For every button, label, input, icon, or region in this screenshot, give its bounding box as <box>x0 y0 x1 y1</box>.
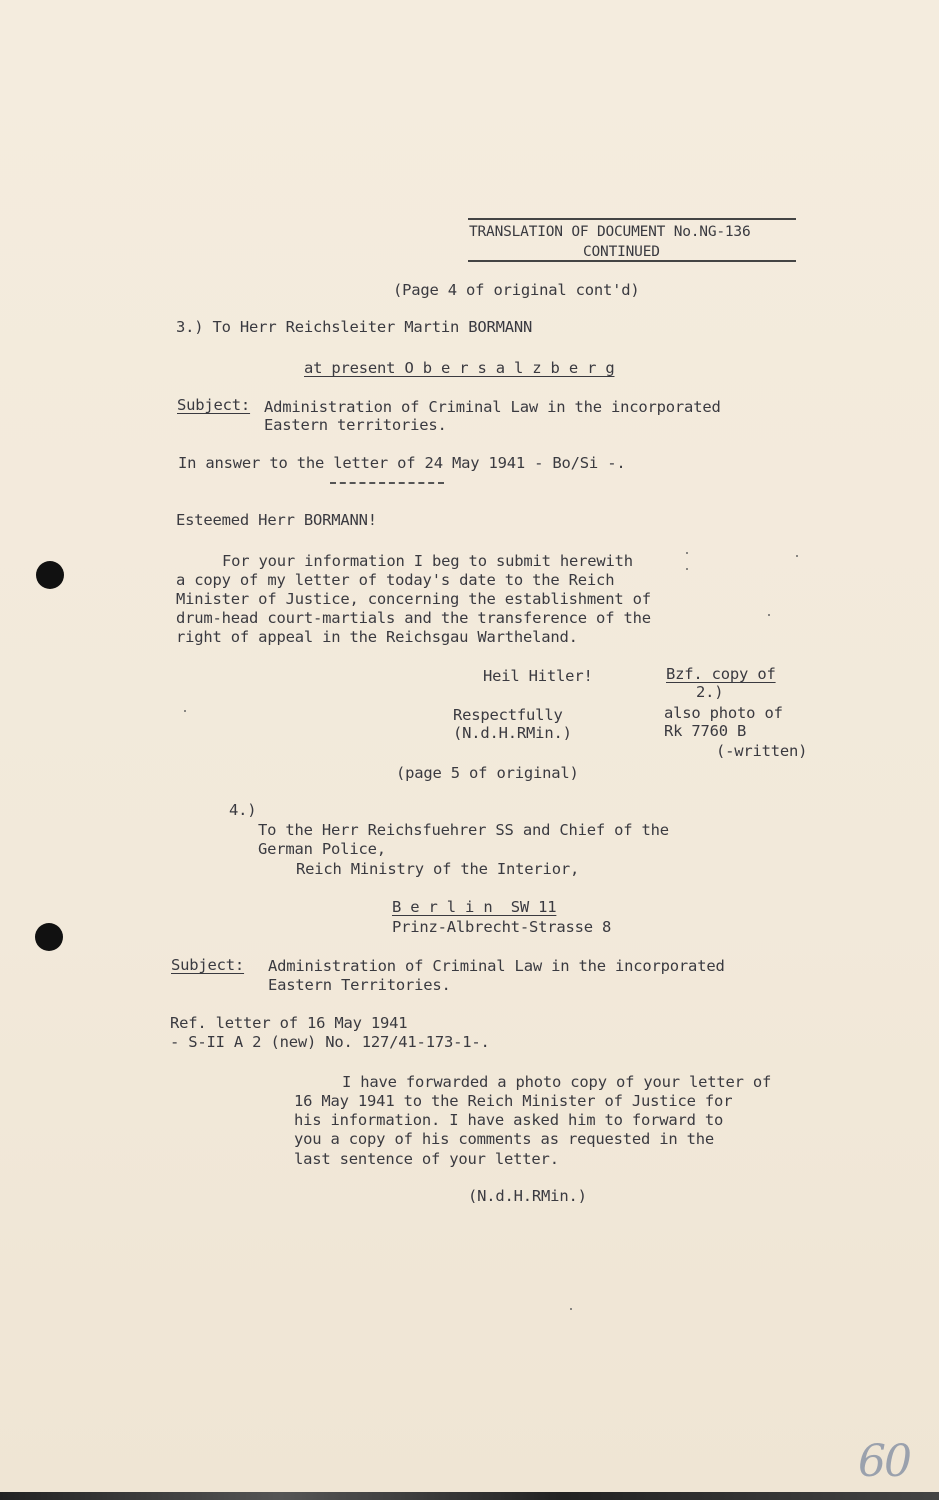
letter-3-subject-label: Subject: <box>177 396 251 414</box>
speck <box>686 552 688 554</box>
letter-4-signature: (N.d.H.RMin.) <box>468 1187 587 1205</box>
letter-4-body-line: his information. I have asked him to forward to <box>294 1111 724 1129</box>
letter-4-recipient-line-3: Reich Ministry of the Interior, <box>296 860 580 878</box>
letter-4-city: B e r l i n SW 11 <box>392 898 557 916</box>
header-bottom-rule <box>468 260 796 262</box>
letter-4-reference-line-1: Ref. letter of 16 May 1941 <box>170 1014 408 1032</box>
margin-note-line: (-written) <box>716 742 808 760</box>
letter-4-subject-line-2: Eastern Territories. <box>268 976 451 994</box>
letter-4-body-line: you a copy of his comments as requested in the <box>294 1130 715 1148</box>
page-5-note: (page 5 of original) <box>396 764 579 782</box>
handwritten-page-number: 60 <box>858 1436 910 1487</box>
margin-note-line: Rk 7760 B <box>664 722 747 740</box>
letter-4-body-line: I have forwarded a photo copy of your letter of <box>342 1073 772 1091</box>
margin-note-line: also photo of <box>664 704 783 722</box>
letter-4-body-line: last sentence of your letter. <box>294 1150 559 1168</box>
speck <box>686 568 688 570</box>
letter-4-recipient-line-1: To the Herr Reichsfuehrer SS and Chief of the <box>258 821 669 839</box>
letter-3-signature: (N.d.H.RMin.) <box>453 724 572 742</box>
letter-4-reference-line-2: - S-II A 2 (new) No. 127/41-173-1-. <box>170 1033 490 1051</box>
letter-4-subject-label: Subject: <box>171 956 245 974</box>
margin-note-line: Bzf. copy of <box>666 665 776 683</box>
header-top-rule <box>468 218 796 220</box>
margin-note-line: 2.) <box>696 683 724 701</box>
letter-3-answer-line: In answer to the letter of 24 May 1941 - Bo/Si -. <box>178 454 626 472</box>
letter-4-street: Prinz-Albrecht-Strasse 8 <box>392 918 612 936</box>
speck <box>570 1308 572 1310</box>
scan-bottom-edge <box>0 1492 939 1500</box>
letter-4-body-line: 16 May 1941 to the Reich Minister of Justice for <box>294 1092 733 1110</box>
speck <box>768 614 770 616</box>
letter-4-recipient-line-2: German Police, <box>258 840 386 858</box>
letter-3-body-line: a copy of my letter of today's date to the Reich <box>176 571 615 589</box>
letter-3-subject-line-2: Eastern territories. <box>264 416 447 434</box>
document-title: TRANSLATION OF DOCUMENT No.NG-136 <box>469 224 751 240</box>
letter-4-number: 4.) <box>229 801 257 819</box>
speck <box>796 555 798 557</box>
letter-3-body-line: Minister of Justice, concerning the establishment of <box>176 590 651 608</box>
punch-hole-bottom <box>35 923 63 951</box>
punch-hole-top <box>36 561 64 589</box>
letter-4-subject-line-1: Administration of Criminal Law in the incorporated <box>268 957 725 975</box>
letter-3-respectfully: Respectfully <box>453 706 563 724</box>
speck <box>184 710 186 712</box>
letter-3-body-line: right of appeal in the Reichsgau Wartheland. <box>176 628 578 646</box>
letter-3-recipient: 3.) To Herr Reichsleiter Martin BORMANN <box>176 318 533 336</box>
page-4-note: (Page 4 of original cont'd) <box>393 281 640 299</box>
letter-3-subject-line-1: Administration of Criminal Law in the incorporated <box>264 398 721 416</box>
document-continued: CONTINUED <box>583 244 660 260</box>
answer-underline <box>330 482 444 484</box>
letter-3-location: at present O b e r s a l z b e r g <box>304 359 615 377</box>
letter-3-body-line: For your information I beg to submit herewith <box>222 552 633 570</box>
letter-3-closing: Heil Hitler! <box>483 667 593 685</box>
letter-3-salutation: Esteemed Herr BORMANN! <box>176 511 377 529</box>
letter-3-body-line: drum-head court-martials and the transference of the <box>176 609 651 627</box>
